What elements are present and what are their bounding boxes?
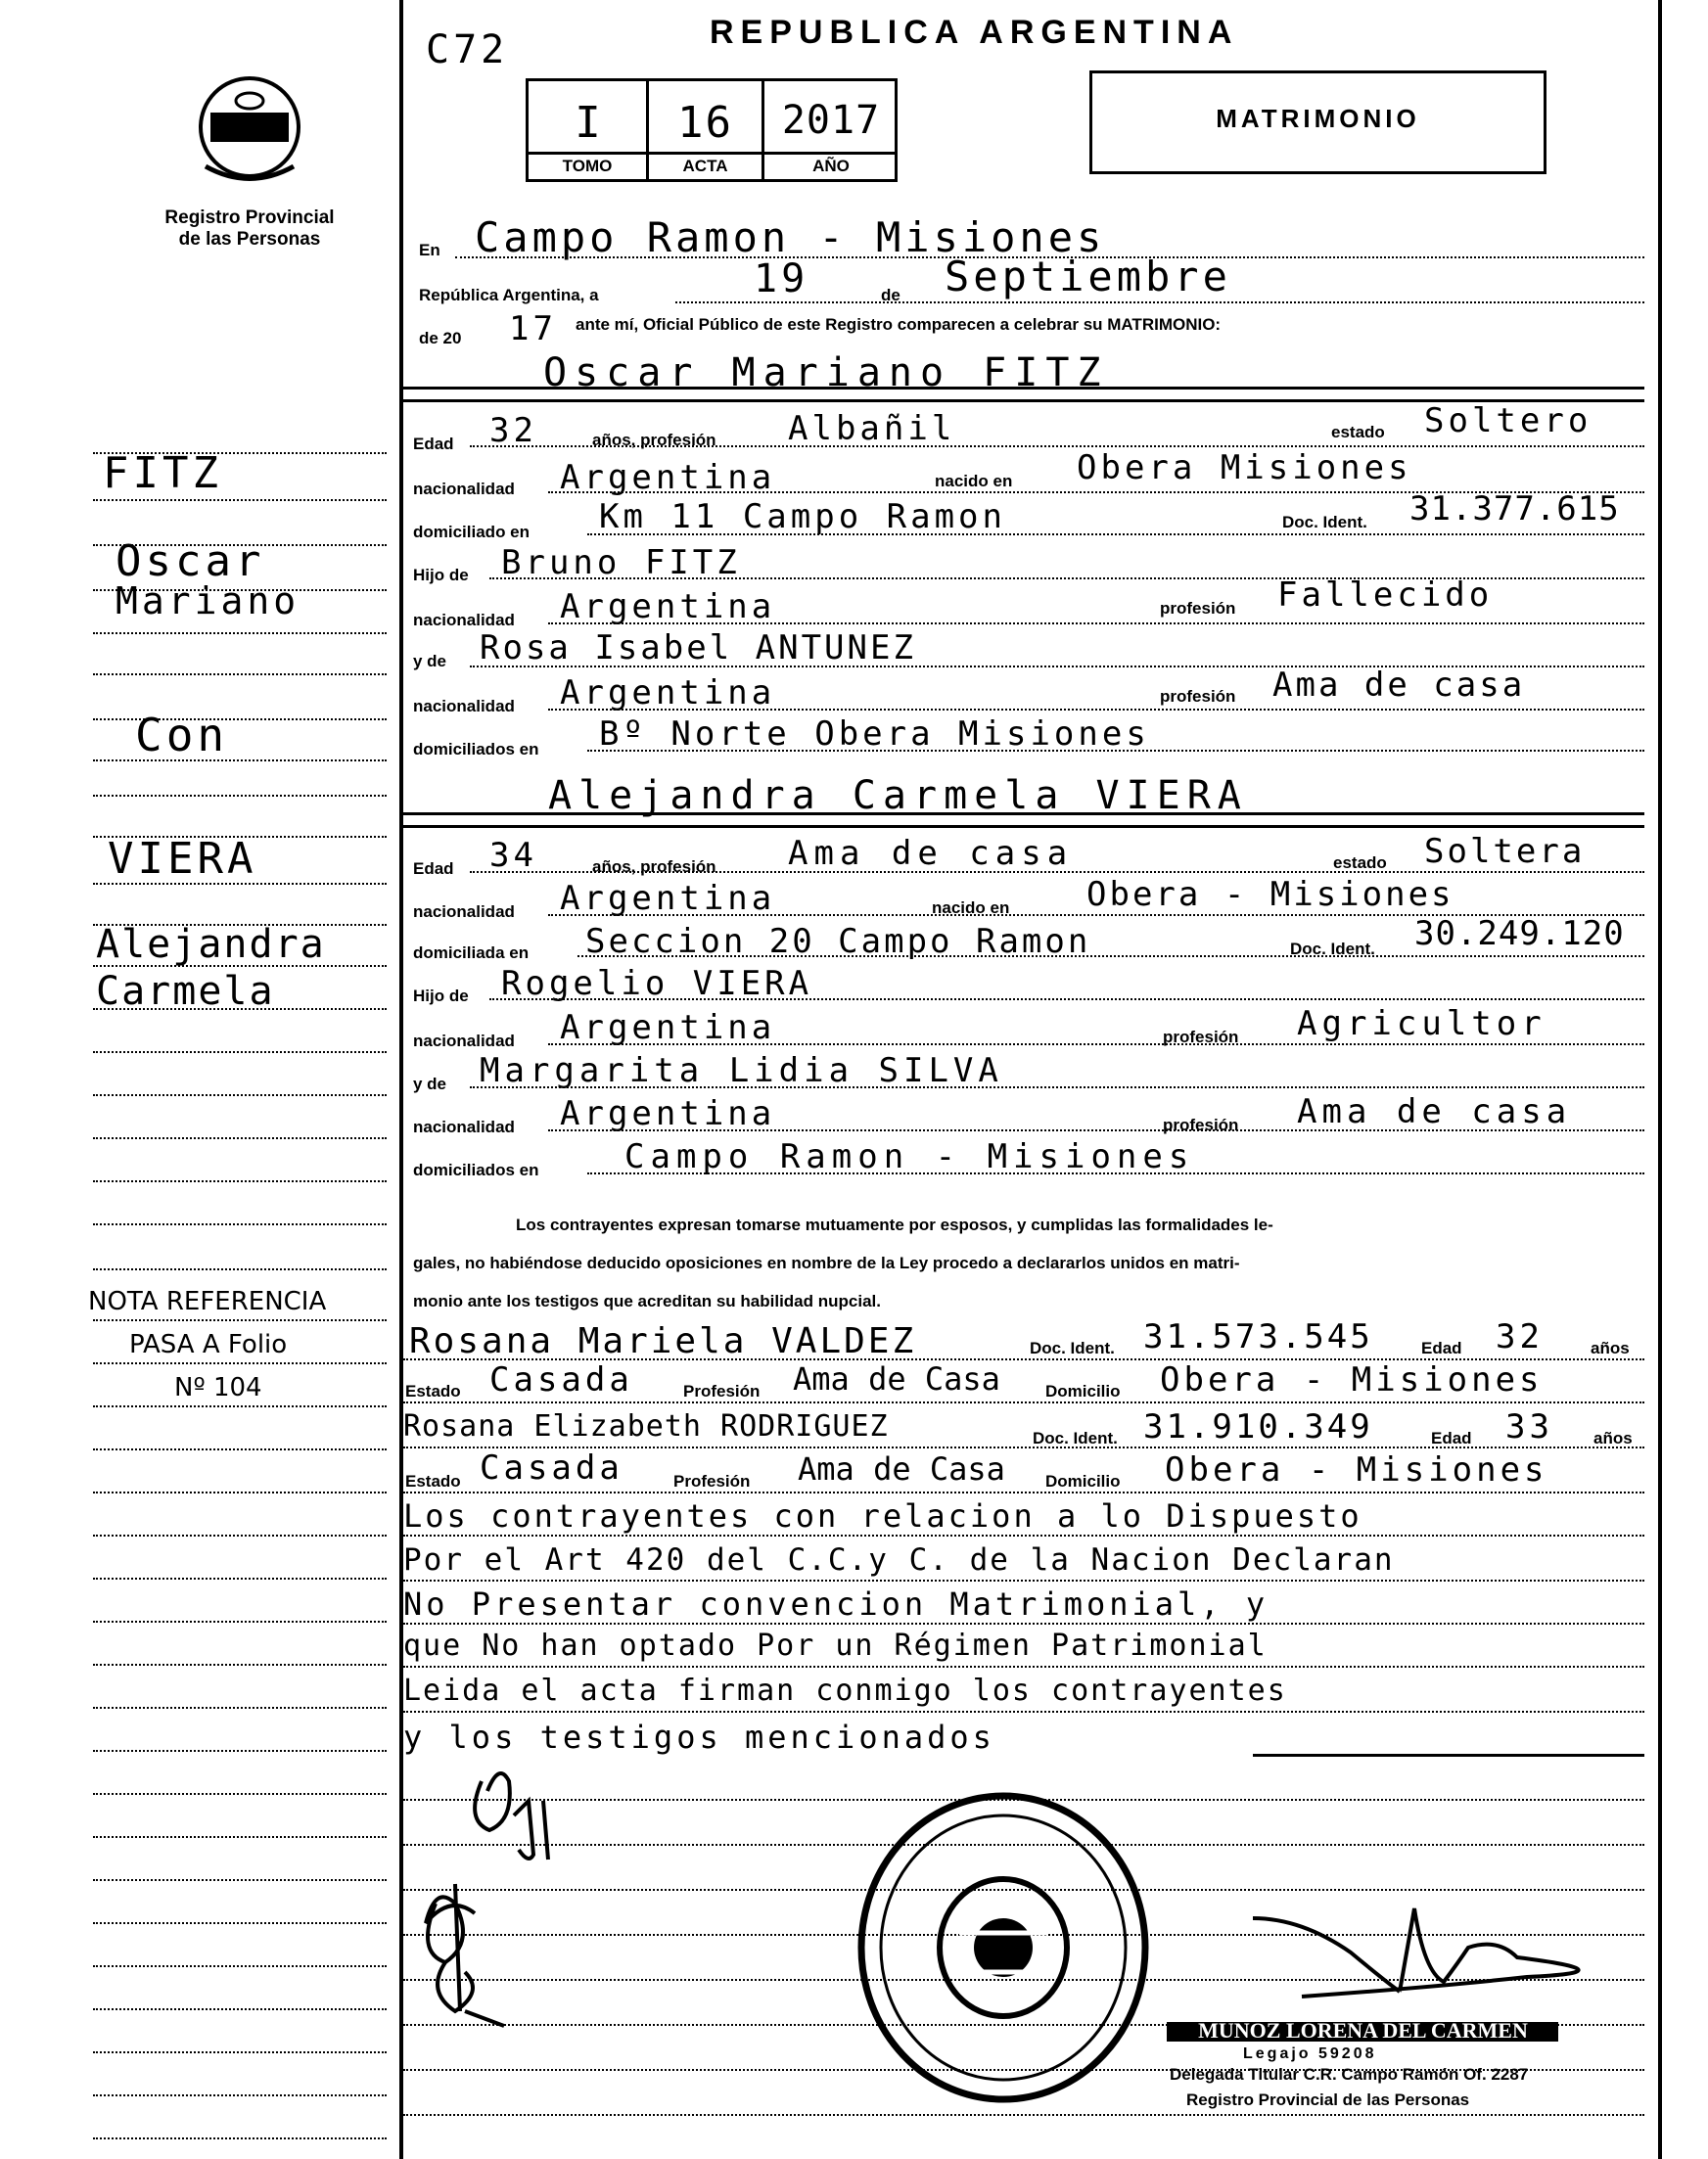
- groom-nacionalidad-label: nacionalidad: [413, 480, 515, 498]
- bride-doc: 30.249.120: [1414, 914, 1625, 953]
- groom-madre-prof: Ama de casa: [1272, 666, 1526, 705]
- groom-padres-dom-label: domiciliados en: [413, 740, 539, 758]
- witness2-profesion-label: Profesión: [673, 1472, 751, 1491]
- bride-padre-prof-label: profesión: [1163, 1028, 1239, 1046]
- bride-madre: Margarita Lidia SILVA: [480, 1051, 1003, 1090]
- en-label: En: [419, 241, 440, 259]
- witness1-domicilio: Obera - Misiones: [1160, 1360, 1544, 1400]
- bride-signature: [406, 1864, 533, 2036]
- bride-nacido-label: nacido en: [932, 898, 1010, 917]
- witness2-doc-label: Doc. Ident.: [1033, 1429, 1118, 1447]
- official-registry: Registro Provincial de las Personas: [1186, 2090, 1470, 2109]
- groom-padre-prof-label: profesión: [1160, 599, 1236, 618]
- bride-madre-prof: Ama de casa: [1297, 1092, 1572, 1131]
- groom-hijo-label: Hijo de: [413, 566, 469, 584]
- witness2-name: Rosana Elizabeth RODRIGUEZ: [403, 1409, 889, 1444]
- note-line1: Los contrayentes con relacion a lo Dispuesto: [403, 1497, 1362, 1535]
- groom-padre-nac: Argentina: [560, 587, 776, 626]
- bride-madre-label: y de: [413, 1075, 447, 1093]
- note-line5: Leida el acta firman conmigo los contrayentes: [403, 1674, 1287, 1708]
- witness2-anos-label: años: [1593, 1429, 1633, 1447]
- de-label: de: [881, 286, 900, 304]
- groom-full-name: Oscar Mariano FITZ: [543, 350, 1109, 395]
- margin-nota-line1: NOTA REFERENCIA: [88, 1287, 327, 1316]
- groom-edad-label: Edad: [413, 435, 454, 453]
- note-line3: No Presentar convencion Matrimonial, y: [403, 1585, 1269, 1623]
- margin-con: Con: [135, 709, 229, 761]
- witness1-estado: Casada: [489, 1360, 633, 1400]
- declaration-line2: gales, no habiéndose deducido oposiciones en nombre de la Ley procedo a declararlos unidos en matri-: [413, 1254, 1240, 1272]
- witness2-estado-label: Estado: [405, 1472, 461, 1491]
- bride-estado-label: estado: [1333, 853, 1387, 872]
- witness1-doc: 31.573.545: [1143, 1317, 1373, 1356]
- bride-madre-nac: Argentina: [560, 1094, 776, 1133]
- groom-profesion: Albañil: [788, 409, 956, 448]
- witness2-profesion: Ama de Casa: [798, 1450, 1005, 1488]
- anio-value: 2017: [781, 98, 881, 143]
- witness2-doc: 31.910.349: [1143, 1407, 1373, 1447]
- margin-groom-surname: FITZ: [103, 448, 222, 498]
- groom-padres-domicilio: Bº Norte Obera Misiones: [599, 714, 1150, 754]
- acta-value: 16: [677, 98, 733, 148]
- bride-profesion: Ama de casa: [788, 834, 1074, 873]
- groom-madre: Rosa Isabel ANTUNEZ: [480, 628, 916, 667]
- bride-padres-dom-label: domiciliados en: [413, 1161, 539, 1179]
- note-line4: que No han optado Por un Régimen Patrimonial: [403, 1629, 1268, 1663]
- acta-label: ACTA: [682, 157, 728, 175]
- witness1-estado-label: Estado: [405, 1382, 461, 1401]
- bride-madre-nac-label: nacionalidad: [413, 1118, 515, 1136]
- groom-padre: Bruno FITZ: [501, 543, 741, 582]
- bride-padre-prof: Agricultor: [1297, 1004, 1546, 1043]
- ante-text: ante mí, Oficial Público de este Registro comparecen a celebrar su MATRIMONIO:: [576, 315, 1222, 334]
- groom-madre-nac: Argentina: [560, 673, 776, 712]
- witness1-profesion: Ama de Casa: [793, 1360, 1000, 1398]
- day: 19: [754, 256, 809, 301]
- groom-domicilio-label: domiciliado en: [413, 523, 531, 541]
- witness1-name: Rosana Mariela VALDEZ: [409, 1321, 917, 1361]
- witness2-edad: 33: [1505, 1407, 1553, 1447]
- bride-full-name: Alejandra Carmela VIERA: [548, 773, 1248, 818]
- bride-edad-label: Edad: [413, 859, 454, 878]
- groom-madre-label: y de: [413, 652, 447, 670]
- registry-name-line2: de las Personas: [178, 229, 321, 250]
- witness2-domicilio: Obera - Misiones: [1165, 1450, 1548, 1490]
- groom-doc-label: Doc. Ident.: [1282, 513, 1367, 531]
- bride-edad: 34: [489, 836, 537, 875]
- groom-padre-prof: Fallecido: [1277, 575, 1494, 615]
- margin-nota-line2: PASA A Folio: [129, 1330, 288, 1359]
- bride-padre-nac: Argentina: [560, 1008, 776, 1047]
- witness2-estado: Casada: [480, 1448, 623, 1488]
- month: Septiembre: [945, 253, 1231, 300]
- groom-signature: [460, 1762, 587, 1869]
- margin-nota-line3: Nº 104: [174, 1373, 262, 1402]
- year-suffix: 17: [509, 309, 557, 348]
- note-line2: Por el Art 420 del C.C.y C. de la Nacion Declaran: [403, 1542, 1395, 1578]
- margin-bride-name2: Carmela: [96, 969, 275, 1014]
- witness1-anos-label: años: [1591, 1339, 1630, 1357]
- tomo-value: I: [575, 98, 605, 148]
- groom-estado-label: estado: [1331, 423, 1385, 441]
- note-line6: y los testigos mencionados: [403, 1719, 995, 1756]
- bride-padre: Rogelio VIERA: [501, 964, 813, 1003]
- tomo-label: TOMO: [562, 157, 613, 175]
- groom-domicilio: Km 11 Campo Ramon: [599, 497, 1006, 536]
- official-stamp: [852, 1791, 1155, 2114]
- witness1-edad: 32: [1496, 1317, 1544, 1356]
- groom-profesion-label: años, profesión: [592, 431, 716, 449]
- bride-domicilio: Seccion 20 Campo Ramon: [585, 922, 1091, 961]
- groom-doc: 31.377.615: [1409, 489, 1620, 528]
- groom-nacido-label: nacido en: [935, 472, 1013, 490]
- place: Campo Ramon - Misiones: [475, 213, 1106, 261]
- groom-estado: Soltero: [1424, 401, 1593, 440]
- official-signature: [1243, 1884, 1635, 2021]
- bride-nacionalidad-label: nacionalidad: [413, 902, 515, 921]
- witness1-edad-label: Edad: [1421, 1339, 1462, 1357]
- groom-madre-prof-label: profesión: [1160, 687, 1236, 706]
- groom-nacionalidad: Argentina: [560, 458, 776, 497]
- bride-hijo-label: Hijo de: [413, 987, 469, 1005]
- bride-nacido-en: Obera - Misiones: [1086, 875, 1454, 914]
- republica-label: República Argentina, a: [419, 286, 599, 304]
- bride-padre-nac-label: nacionalidad: [413, 1032, 515, 1050]
- declaration-line3: monio ante los testigos que acreditan su habilidad nupcial.: [413, 1292, 881, 1310]
- witness1-doc-label: Doc. Ident.: [1030, 1339, 1115, 1357]
- bride-doc-label: Doc. Ident.: [1290, 940, 1375, 958]
- bride-nacionalidad: Argentina: [560, 879, 776, 918]
- groom-edad: 32: [489, 411, 537, 450]
- country-title: REPUBLICA ARGENTINA: [710, 14, 1239, 51]
- bride-madre-prof-label: profesión: [1163, 1116, 1239, 1134]
- witness2-edad-label: Edad: [1431, 1429, 1472, 1447]
- de20-label: de 20: [419, 329, 462, 347]
- groom-madre-nac-label: nacionalidad: [413, 697, 515, 715]
- margin-bride-surname: VIERA: [108, 834, 257, 884]
- official-name: MUÑOZ LORENA DEL CARMEN: [1198, 2018, 1528, 2043]
- act-type: MATRIMONIO: [1216, 104, 1420, 133]
- bride-padres-domicilio: Campo Ramon - Misiones: [624, 1137, 1195, 1176]
- declaration-line1: Los contrayentes expresan tomarse mutuamente por esposos, y cumplidas las formalidades le-: [516, 1216, 1273, 1234]
- bride-estado: Soltera: [1424, 832, 1586, 871]
- document-number: C72: [426, 27, 509, 72]
- official-legajo: Legajo 59208: [1243, 2045, 1377, 2062]
- witness2-domicilio-label: Domicilio: [1045, 1472, 1121, 1491]
- witness1-domicilio-label: Domicilio: [1045, 1382, 1121, 1401]
- groom-padre-nac-label: nacionalidad: [413, 611, 515, 629]
- bride-domicilio-label: domiciliada en: [413, 943, 530, 962]
- bride-profesion-label: años, profesión: [592, 857, 716, 876]
- witness1-profesion-label: Profesión: [683, 1382, 761, 1401]
- margin-groom-name1: Oscar: [115, 536, 265, 586]
- groom-nacido-en: Obera Misiones: [1077, 448, 1412, 487]
- registry-seal-logo: [186, 73, 313, 196]
- registry-name-line1: Registro Provincial: [164, 207, 335, 228]
- official-title: Delegada Titular C.R. Campo Ramón Of. 2287: [1170, 2065, 1529, 2084]
- margin-groom-name2: Mariano: [115, 579, 300, 622]
- anio-label: AÑO: [812, 157, 850, 175]
- margin-bride-name1: Alejandra: [96, 922, 326, 967]
